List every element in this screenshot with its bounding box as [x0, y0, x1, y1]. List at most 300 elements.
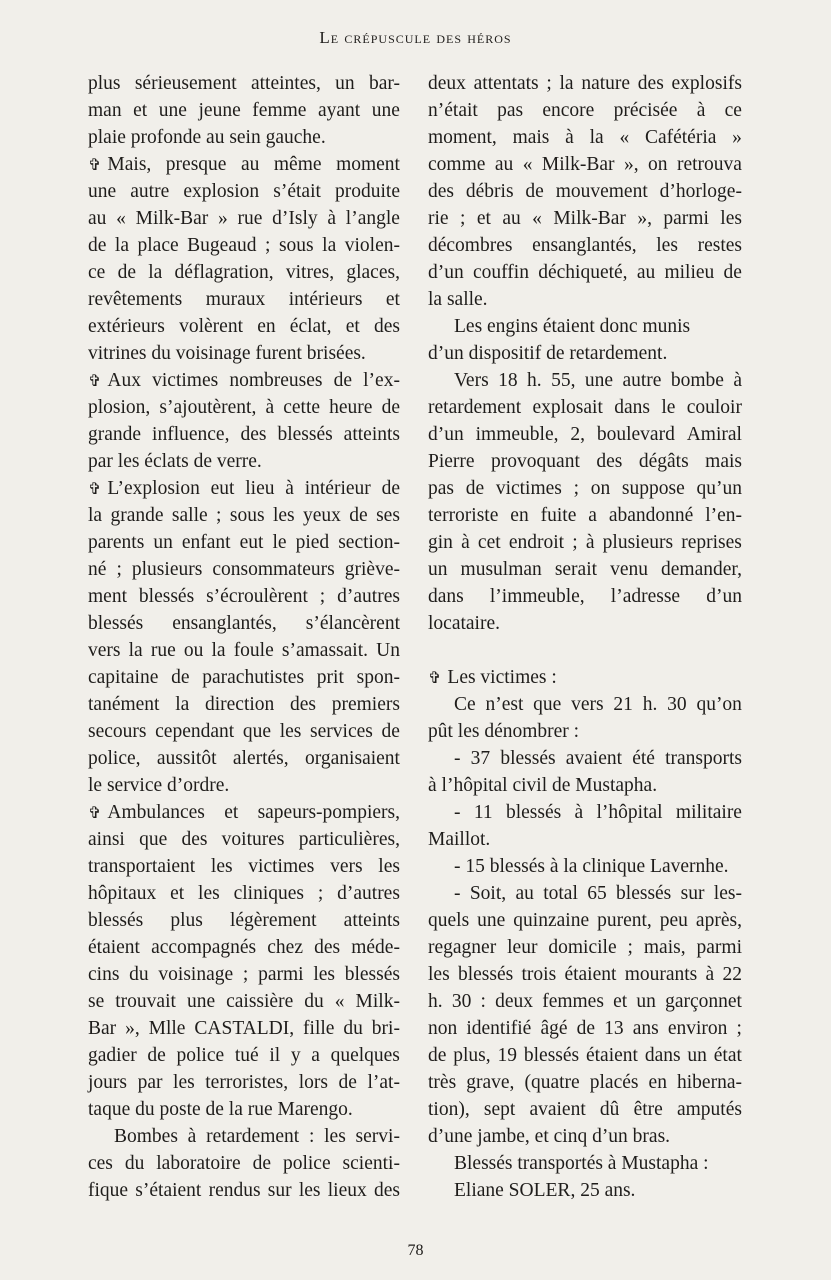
- word: s’ajoutèrent,: [159, 397, 257, 418]
- word: des: [596, 451, 623, 472]
- text-line: [88, 691, 400, 718]
- cross-icon: ✞: [88, 481, 102, 498]
- word: blessés: [88, 910, 144, 931]
- word: de: [252, 1153, 272, 1174]
- word: à: [265, 397, 275, 418]
- word: prit: [316, 667, 344, 688]
- word: s’amassait.: [281, 640, 368, 661]
- word: ses: [376, 505, 400, 526]
- word: étaient: [585, 1045, 638, 1066]
- text-line: [428, 1069, 742, 1096]
- text-line: [88, 259, 400, 286]
- word: d’autres: [337, 586, 400, 607]
- word: une: [186, 991, 216, 1012]
- word: chez: [267, 937, 303, 958]
- word: mourants: [624, 964, 698, 985]
- text-line: [428, 583, 742, 610]
- word: à: [705, 964, 715, 985]
- word: atteintes,: [250, 73, 321, 94]
- word: laboratoire: [156, 1153, 241, 1174]
- word: les: [210, 856, 233, 877]
- word: blessés: [88, 613, 144, 634]
- word: d’un: [428, 424, 464, 445]
- word: de: [349, 505, 368, 526]
- text-line-with-cross: [88, 475, 400, 502]
- word: parmi: [663, 208, 709, 229]
- word: tué: [234, 1045, 259, 1066]
- word: blessés: [505, 802, 562, 823]
- word: au: [636, 262, 656, 283]
- word: suppose: [621, 478, 685, 499]
- word: la: [211, 640, 226, 661]
- word: domicile: [548, 937, 617, 958]
- word: premiers: [331, 694, 400, 715]
- word: et: [345, 316, 360, 337]
- word: leur: [507, 937, 538, 958]
- word: lors: [298, 1072, 328, 1093]
- word: violen-: [344, 235, 400, 256]
- word: cliniques: [233, 883, 304, 904]
- word: de: [171, 667, 190, 688]
- word: sur: [680, 883, 705, 904]
- word: identifié: [466, 1018, 532, 1039]
- text-line: [88, 529, 400, 556]
- word: au: [502, 208, 521, 229]
- word: Bombes: [114, 1126, 178, 1147]
- word: blessés: [138, 586, 195, 607]
- word: cette: [283, 397, 321, 418]
- text-line: [88, 1015, 400, 1042]
- word: plusieurs: [602, 532, 674, 553]
- word: déchiqueté,: [538, 262, 628, 283]
- word: moment: [336, 154, 400, 175]
- word: milieu: [664, 262, 715, 283]
- word: police: [282, 1153, 331, 1174]
- word: 18: [498, 370, 518, 391]
- word: foule: [233, 640, 274, 661]
- text-line: [428, 421, 742, 448]
- word: le: [272, 532, 287, 553]
- word: rue: [237, 208, 263, 229]
- word: à: [574, 802, 584, 823]
- word: h.: [527, 370, 542, 391]
- word: âgé: [540, 1018, 568, 1039]
- word: que: [139, 829, 168, 850]
- text-line: [428, 1015, 742, 1042]
- word: ;: [572, 532, 578, 553]
- text-line: plaie profonde au sein gauche.: [88, 127, 326, 148]
- text-line: [88, 1150, 400, 1177]
- word: dans: [614, 397, 650, 418]
- text-line-indented: - 15 blessés à la clinique Lavernhe.: [454, 856, 729, 877]
- text-line: [88, 1177, 400, 1204]
- running-head: Le crépuscule des héros: [319, 28, 512, 47]
- word: Soit,: [469, 883, 507, 904]
- word: les: [720, 208, 742, 229]
- text-line: [428, 232, 742, 259]
- text-line: [428, 448, 742, 475]
- word: ensanglantés,: [172, 613, 277, 634]
- word: »,: [623, 154, 639, 175]
- word: à: [327, 208, 337, 229]
- word: 30: [451, 991, 472, 1012]
- word: vers: [330, 856, 363, 877]
- word: place: [137, 235, 179, 256]
- word: les-: [713, 883, 742, 904]
- word: victimes: [152, 370, 219, 391]
- word: blessés: [500, 748, 556, 769]
- word: les: [279, 721, 302, 742]
- text-line: [88, 178, 400, 205]
- word: provoquant: [491, 451, 580, 472]
- word: qu’on: [696, 694, 742, 715]
- word: ;: [242, 964, 249, 985]
- text-line: [428, 907, 742, 934]
- word: aussitôt: [156, 748, 217, 769]
- text-line: [88, 70, 400, 97]
- word: alertés,: [232, 748, 289, 769]
- word: même: [273, 154, 322, 175]
- word: blessés: [277, 424, 333, 445]
- word: jeune: [198, 100, 241, 121]
- paragraph-start: Aux: [107, 370, 141, 391]
- word: volèrent: [179, 316, 243, 337]
- text-line: [88, 907, 400, 934]
- word: en: [510, 505, 529, 526]
- word: services: [310, 721, 373, 742]
- word: et: [224, 802, 239, 823]
- word: 2,: [570, 424, 585, 445]
- word: méde-: [351, 937, 400, 958]
- word: de: [428, 1045, 447, 1066]
- word: 37: [470, 748, 491, 769]
- text-line: [88, 853, 400, 880]
- word: des: [373, 316, 400, 337]
- word: la: [589, 127, 604, 148]
- word: dans: [428, 586, 464, 607]
- text-line-indented: [428, 745, 742, 772]
- word: immeuble,: [475, 424, 559, 445]
- word: de: [576, 1018, 596, 1039]
- word: que: [242, 721, 272, 742]
- word: -: [454, 883, 461, 904]
- cross-icon: ✞: [88, 373, 102, 390]
- word: total: [543, 883, 578, 904]
- word: s’était: [273, 181, 321, 202]
- word: de: [147, 1045, 166, 1066]
- word: une: [371, 100, 400, 121]
- word: qu’un: [696, 478, 742, 499]
- word: plus: [170, 910, 203, 931]
- word: moment,: [428, 127, 497, 148]
- word: de: [723, 262, 742, 283]
- word: les: [313, 964, 335, 985]
- text-line: [88, 232, 400, 259]
- word: d’horloge-: [659, 181, 742, 202]
- word: mais: [705, 451, 742, 472]
- word: explosifs: [671, 73, 742, 94]
- word: influence,: [152, 424, 230, 445]
- word: s’élancèrent: [305, 613, 400, 634]
- word: l’adresse: [610, 586, 681, 607]
- word: parmi: [696, 937, 742, 958]
- word: spon-: [356, 667, 400, 688]
- word: Mlle: [148, 1018, 186, 1039]
- word: capitaine: [88, 667, 159, 688]
- cross-icon: ✞: [88, 157, 102, 174]
- word: musulman: [460, 559, 542, 580]
- word: abandonné: [608, 505, 694, 526]
- word: sept: [483, 1099, 516, 1120]
- word: les: [428, 964, 450, 985]
- word: la: [88, 505, 103, 526]
- word: une: [477, 910, 506, 931]
- word: les: [298, 1180, 321, 1201]
- text-line: pût les dénombrer :: [428, 721, 580, 742]
- word: après,: [695, 910, 742, 931]
- word: dégâts: [638, 451, 689, 472]
- word: autre: [130, 181, 170, 202]
- word: police: [176, 1045, 225, 1066]
- word: consommateurs: [212, 559, 335, 580]
- word: la: [114, 235, 129, 256]
- text-line: [428, 151, 742, 178]
- word: venu: [610, 559, 648, 580]
- left-column: [88, 70, 400, 1204]
- text-line: [428, 259, 742, 286]
- word: terroristes,: [205, 1072, 289, 1093]
- word: deux: [428, 73, 466, 94]
- word: :: [308, 1126, 315, 1147]
- word: quels: [428, 910, 470, 931]
- word: des: [428, 181, 454, 202]
- text-line-indented: [428, 691, 742, 718]
- text-line: vitrines du voisinage furent brisées.: [88, 343, 366, 364]
- word: yeux: [303, 505, 341, 526]
- word: »,: [637, 208, 652, 229]
- word: étaient: [88, 937, 140, 958]
- word: des: [637, 73, 664, 94]
- word: Vers: [454, 370, 489, 391]
- word: ;: [460, 208, 466, 229]
- word: man: [88, 100, 122, 121]
- word: militaire: [675, 802, 742, 823]
- word: quelques: [330, 1045, 400, 1066]
- text-line-with-cross: [88, 367, 400, 394]
- word: d’un: [428, 262, 464, 283]
- word: d’Isly: [272, 208, 318, 229]
- word: ;: [736, 1018, 742, 1039]
- text-line: [428, 556, 742, 583]
- word: du: [343, 1018, 363, 1039]
- word: produite: [335, 181, 400, 202]
- word: servi-: [355, 1126, 400, 1147]
- word: Un: [376, 640, 400, 661]
- word: et: [613, 991, 628, 1012]
- word: femme: [252, 100, 307, 121]
- word: -: [454, 802, 461, 823]
- word: parachutistes: [202, 667, 305, 688]
- word: la: [175, 694, 190, 715]
- text-line: [428, 124, 742, 151]
- word: grave,: [466, 1072, 515, 1093]
- word: ;: [317, 883, 324, 904]
- word: vitres,: [285, 262, 335, 283]
- word: 13: [604, 1018, 624, 1039]
- word: être: [633, 1099, 663, 1120]
- word: un: [153, 532, 173, 553]
- word: amputés: [676, 1099, 742, 1120]
- word: les: [198, 883, 220, 904]
- word: état: [713, 1045, 742, 1066]
- word: s’étaient: [135, 1180, 202, 1201]
- word: hiberna-: [677, 1072, 742, 1093]
- word: au: [240, 154, 260, 175]
- text-line: [88, 610, 400, 637]
- word: bombe: [670, 370, 724, 391]
- word: trois: [521, 964, 557, 985]
- word: nature: [581, 73, 631, 94]
- word: 21: [613, 694, 633, 715]
- word: la: [128, 640, 143, 661]
- word: lieux: [327, 1180, 367, 1201]
- word: pas: [497, 100, 524, 121]
- word: section-: [338, 532, 400, 553]
- word: une: [584, 370, 614, 391]
- word: mais: [512, 127, 550, 148]
- word: Bar: [88, 1018, 117, 1039]
- text-line: à l’hôpital civil de Mustapha.: [428, 775, 658, 796]
- word: l’angle: [345, 208, 400, 229]
- word: femmes: [542, 991, 604, 1012]
- word: cet: [477, 532, 501, 553]
- word: endroit: [508, 532, 565, 553]
- word: un: [687, 1045, 707, 1066]
- word: ;: [265, 235, 271, 256]
- word: à: [187, 1126, 197, 1147]
- word: voisinage: [158, 964, 234, 985]
- word: les: [272, 505, 295, 526]
- word: »: [217, 208, 228, 229]
- word: (quatre: [524, 1072, 580, 1093]
- word: sur: [267, 1180, 292, 1201]
- word: de: [381, 478, 400, 499]
- paragraph-start: L’explosion: [107, 478, 200, 499]
- text-line-with-cross: [428, 664, 742, 691]
- word: «: [619, 127, 630, 148]
- word: CASTALDI,: [194, 1018, 295, 1039]
- word: eut: [239, 532, 264, 553]
- word: se: [88, 991, 105, 1012]
- word: les: [173, 1072, 195, 1093]
- word: police,: [88, 748, 141, 769]
- word: regagner: [428, 937, 497, 958]
- word: Ce: [454, 694, 476, 715]
- word: peu: [659, 910, 688, 931]
- word: s’écroulèrent: [206, 586, 308, 607]
- word: par: [137, 1072, 163, 1093]
- text-line: [88, 313, 400, 340]
- text-line: [428, 394, 742, 421]
- word: y: [290, 1045, 301, 1066]
- word: transportaient: [88, 856, 196, 877]
- word: presque: [165, 154, 227, 175]
- word: la: [148, 262, 163, 283]
- word: 11: [473, 802, 493, 823]
- word: Cafétéria: [644, 127, 717, 148]
- word: des: [373, 1180, 400, 1201]
- word: h.: [428, 991, 443, 1012]
- word: «: [522, 154, 533, 175]
- word: ;: [546, 73, 552, 94]
- word: des: [290, 694, 317, 715]
- word: eut: [210, 478, 235, 499]
- word: tanément: [88, 694, 160, 715]
- word: ou: [183, 640, 204, 661]
- word: à: [285, 478, 294, 499]
- word: la: [559, 73, 574, 94]
- text-line: par les éclats de verre.: [88, 451, 262, 472]
- text-line: [88, 637, 400, 664]
- word: ensanglantés,: [532, 235, 637, 256]
- word: placés: [589, 1072, 639, 1093]
- word: accompagnés: [151, 937, 257, 958]
- text-line: la salle.: [428, 289, 488, 310]
- word: des: [314, 937, 341, 958]
- word: en: [648, 1072, 667, 1093]
- word: les: [656, 235, 678, 256]
- word: ;: [319, 586, 326, 607]
- text-line: [428, 1096, 742, 1123]
- word: parents: [88, 532, 145, 553]
- word: rie: [428, 208, 449, 229]
- word: explosion: [183, 181, 260, 202]
- word: salle: [171, 505, 208, 526]
- word: scienti-: [342, 1153, 400, 1174]
- word: encore: [542, 100, 595, 121]
- text-line: [88, 97, 400, 124]
- word: gin: [428, 532, 453, 553]
- word: pas: [428, 478, 454, 499]
- word: atteints: [343, 910, 400, 931]
- word: -: [454, 748, 461, 769]
- text-line: [88, 880, 400, 907]
- word: à: [733, 370, 742, 391]
- text-line: [88, 988, 400, 1015]
- word: 22: [722, 964, 742, 985]
- word: serait: [554, 559, 598, 580]
- word: ment: [88, 586, 127, 607]
- word: ayant: [318, 100, 361, 121]
- word: quinzaine: [513, 910, 590, 931]
- word: particulières,: [298, 829, 400, 850]
- text-line: [88, 421, 400, 448]
- text-line: [428, 1042, 742, 1069]
- word: gadier: [88, 1045, 137, 1066]
- text-line: [88, 556, 400, 583]
- word: n’est: [485, 694, 524, 715]
- word: le: [661, 397, 676, 418]
- word: blessés: [457, 964, 514, 985]
- word: au: [494, 154, 514, 175]
- word: 55,: [551, 370, 576, 391]
- page-number: 78: [407, 1242, 424, 1259]
- word: grande: [110, 505, 164, 526]
- word: plusieurs: [131, 559, 203, 580]
- word: extérieurs: [88, 316, 165, 337]
- word: hôpitaux: [88, 883, 157, 904]
- word: en: [257, 316, 276, 337]
